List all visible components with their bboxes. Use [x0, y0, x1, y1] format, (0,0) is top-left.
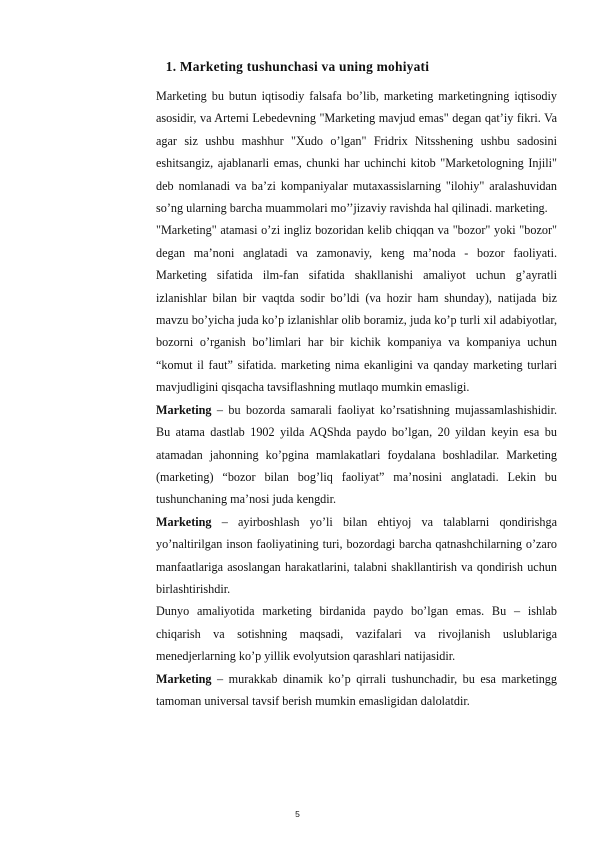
term-bold: Marketing: [156, 514, 212, 529]
paragraph-text: Marketing bu butun iqtisodiy falsafa bo’lib, marketing marketingning iqtisodiy asosidir, va Artemi Lebedevning "Marketing mavjud emas" degan qat’iy fikri. Va agar siz ushbu mashhur "Xudo o’lgan" Fridrix Nitsshening ushbu sadosini eshitsangiz, ajablanarli emas, chunki har uchinchi kitob "Marketologning Injili" deb nomlanadi va ba’zi kompaniyalar mutaxassislarning "ilohiy" aralashuvidan so’ng ularning barcha muammolari mo’’jizaviy ravishda hal qilinadi. marketing.: [156, 89, 557, 216]
paragraph-text: – murakkab dinamik ko’p qirrali tushunchadir, bu esa marketingg tamoman universal tavsif berish mumkin emasligidan dalolatdir.: [156, 671, 557, 708]
paragraph-3: [120, 399, 557, 511]
page-number: 5: [295, 809, 300, 819]
term-bold: Marketing: [156, 402, 212, 417]
term-bold: Marketing: [156, 671, 212, 686]
paragraph-2: [120, 219, 557, 398]
paragraph-text: "Marketing" atamasi o’zi ingliz bozoridan kelib chiqqan va "bozor" yoki "bozor" degan ma’noni anglatadi va zamonaviy, keng ma’noda - bozor faoliyati. Marketing sifatida ilm-fan sifatida shakllanishi amaliyot uchun g’ayratli izlanishlar bilan bir vaqtda sodir bo’ldi (va hozir ham shunday), natijada biz mavzu bo’yicha juda ko’p izlanishlar olib boramiz, juda ko’p turli xil adabiyotlar, bozorni o’rganish bo’limlari har bir kichik kompaniya va kompaniya uchun “komut il faut” sifatida. marketing nima ekanligini va qanday marketing turlari mavjudligini qisqacha tavsiflashning mutlaqo mumkin emasligi.: [156, 223, 557, 395]
paragraph-4: [120, 511, 557, 601]
paragraph-text: Dunyo amaliyotida marketing birdanida paydo bo’lgan emas. Bu – ishlab chiqarish va sotishning maqsadi, vazifalari va rivojlanish uslublariga menedjerlarning ko’p yillik evolyutsion qarashlari natijasidir.: [156, 604, 557, 664]
paragraph-text: – bu bozorda samarali faoliyat ko’rsatishning mujassamlashishidir. Bu atama dastlab 1902 yilda AQShda paydo bo’lgan, 20 yildan keyin esa bu atamadan jahonning ko’pgina mamlakatlari foydalana boshladilar. Marketing (marketing) “bozor bilan bog’liq faoliyat” ma’nosini anglatadi. Lekin bu tushunchaning ma’nosi juda kengdir.: [156, 402, 557, 507]
paragraph-5: [120, 600, 557, 667]
paragraph-1: [120, 85, 557, 219]
body-text: [120, 85, 557, 712]
paragraph-6: [120, 668, 557, 713]
section-title: 1. Marketing tushunchasi va uning mohiyati: [165, 59, 430, 74]
paragraph-text: – ayirboshlash yo’li bilan ehtiyoj va talablarni qondirishga yo’naltirilgan inson faoliyatining turi, bozordagi barcha qatnashchilarning o’zaro manfaatlariga asoslangan harakatlarini, talabni shakllantirish va qondirish uchun birlashtirishdir.: [156, 514, 557, 596]
